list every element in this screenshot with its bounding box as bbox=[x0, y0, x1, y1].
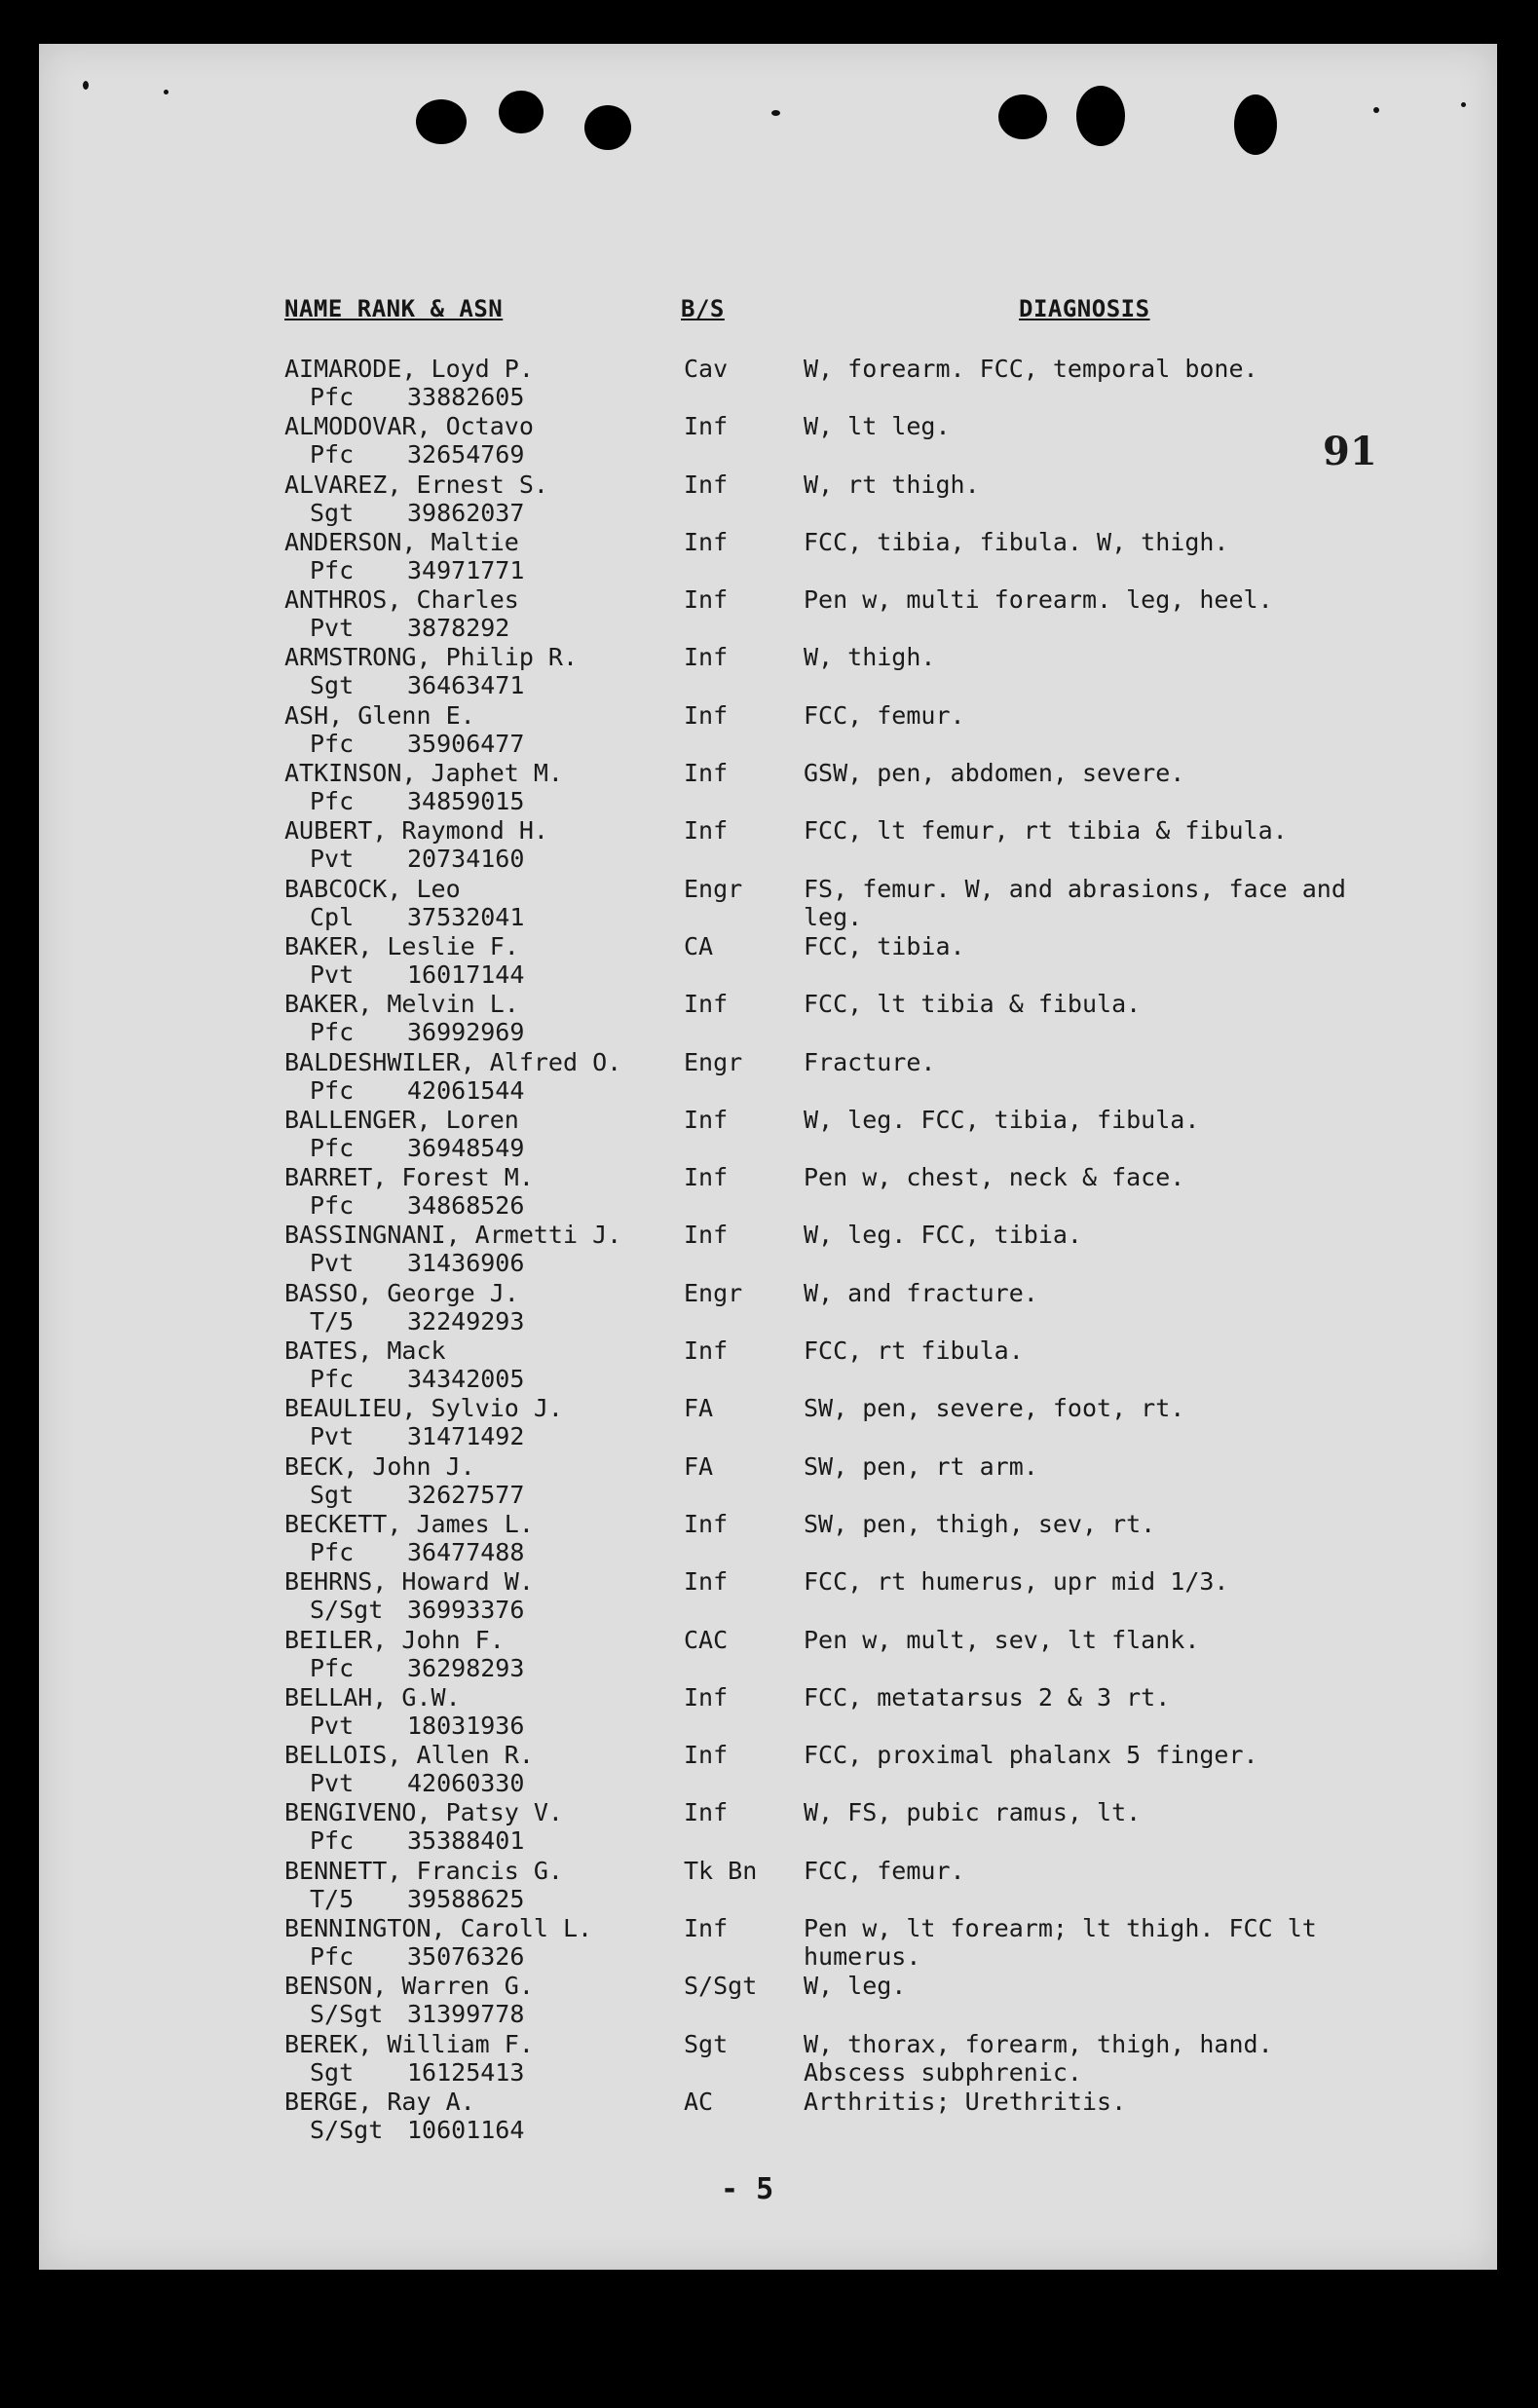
entry-branch-of-service: Inf bbox=[684, 700, 729, 730]
binder-hole bbox=[998, 94, 1047, 139]
entry-name: BENNINGTON, Caroll L. bbox=[284, 1914, 593, 1943]
list-item bbox=[0, 528, 1538, 585]
binder-hole bbox=[499, 91, 544, 133]
entry-rank: Pvt bbox=[310, 845, 355, 874]
page-number: - 5 bbox=[721, 2172, 774, 2206]
entry-rank: Cpl bbox=[310, 902, 355, 931]
list-item bbox=[0, 1683, 1538, 1741]
folio-number: 91 bbox=[1323, 429, 1377, 474]
entry-diagnosis: Pen w, chest, neck & face. bbox=[804, 1163, 1185, 1192]
entry-name: BATES, Mack bbox=[284, 1336, 446, 1366]
entry-diagnosis: FCC, lt femur, rt tibia & fibula. bbox=[804, 816, 1288, 846]
entry-asn: 34868526 bbox=[407, 1191, 525, 1221]
entry-diagnosis: Pen w, multi forearm. leg, heel. bbox=[804, 585, 1273, 615]
entry-branch-of-service: Inf bbox=[684, 1798, 729, 1827]
entry-asn: 36463471 bbox=[407, 671, 525, 700]
entry-diagnosis: FCC, tibia. bbox=[804, 931, 965, 960]
entry-name: BALDESHWILER, Alfred O. bbox=[284, 1047, 622, 1076]
entry-diagnosis: W, FS, pubic ramus, lt. bbox=[804, 1798, 1142, 1827]
entry-name: BENSON, Warren G. bbox=[284, 1972, 534, 2001]
entry-branch-of-service: Inf bbox=[684, 759, 729, 788]
entry-name: BARRET, Forest M. bbox=[284, 1163, 534, 1192]
list-item bbox=[0, 1972, 1538, 2029]
entry-diagnosis: GSW, pen, abdomen, severe. bbox=[804, 759, 1185, 788]
entry-name: BABCOCK, Leo bbox=[284, 874, 461, 903]
column-header-name-rank-asn: NAME RANK & ASN bbox=[284, 295, 504, 322]
entry-branch-of-service: Inf bbox=[684, 1221, 729, 1250]
entry-rank: Pfc bbox=[310, 440, 355, 470]
entry-rank: Pfc bbox=[310, 383, 355, 411]
entry-asn: 35076326 bbox=[407, 1942, 525, 1972]
entry-branch-of-service: Inf bbox=[684, 527, 729, 556]
entry-branch-of-service: Inf bbox=[684, 1914, 729, 1943]
column-header-bs: B/S bbox=[681, 295, 725, 322]
binder-hole bbox=[416, 99, 467, 144]
entry-name: BAKER, Melvin L. bbox=[284, 990, 519, 1019]
entry-asn: 16017144 bbox=[407, 959, 525, 989]
entry-asn: 36992969 bbox=[407, 1018, 525, 1047]
list-item bbox=[0, 1914, 1538, 1972]
list-item bbox=[0, 1221, 1538, 1278]
entry-branch-of-service: Sgt bbox=[684, 2029, 729, 2058]
entry-rank: Pfc bbox=[310, 1537, 355, 1566]
entry-diagnosis: FCC, rt fibula. bbox=[804, 1336, 1024, 1366]
entry-diagnosis: W, leg. FCC, tibia. bbox=[804, 1221, 1082, 1250]
entry-asn: 32627577 bbox=[407, 1480, 525, 1509]
entry-branch-of-service: Engr bbox=[684, 1047, 743, 1076]
entry-name: BECKETT, James L. bbox=[284, 1509, 534, 1538]
list-item bbox=[0, 585, 1538, 643]
list-item bbox=[0, 1336, 1538, 1394]
list-item bbox=[0, 1626, 1538, 1683]
entry-asn: 34971771 bbox=[407, 555, 525, 584]
binder-hole bbox=[1076, 86, 1125, 146]
entry-rank: Pfc bbox=[310, 1653, 355, 1682]
entry-name: BENNETT, Francis G. bbox=[284, 1856, 563, 1885]
entry-diagnosis: FCC, femur. bbox=[804, 1856, 965, 1885]
entry-name: BECK, John J. bbox=[284, 1451, 475, 1481]
list-item bbox=[0, 1798, 1538, 1856]
entry-name: ATKINSON, Japhet M. bbox=[284, 759, 563, 788]
entry-name: BEILER, John F. bbox=[284, 1625, 505, 1654]
entry-name: BELLAH, G.W. bbox=[284, 1682, 461, 1712]
entry-name: ALMODOVAR, Octavo bbox=[284, 412, 534, 441]
list-item bbox=[0, 932, 1538, 990]
entry-branch-of-service: CAC bbox=[684, 1625, 729, 1654]
entry-name: ANTHROS, Charles bbox=[284, 585, 519, 615]
entry-asn: 35388401 bbox=[407, 1826, 525, 1856]
entry-rank: Sgt bbox=[310, 498, 355, 527]
binder-hole bbox=[1234, 94, 1277, 155]
entry-branch-of-service: Engr bbox=[684, 874, 743, 903]
list-item bbox=[0, 470, 1538, 528]
entry-diagnosis: Fracture. bbox=[804, 1047, 936, 1076]
entry-diagnosis: W, lt leg. bbox=[804, 412, 951, 441]
entry-asn: 42060330 bbox=[407, 1769, 525, 1798]
entry-rank: T/5 bbox=[310, 1306, 355, 1336]
entry-asn: 34859015 bbox=[407, 787, 525, 816]
list-item bbox=[0, 1048, 1538, 1106]
entry-branch-of-service: Engr bbox=[684, 1278, 743, 1307]
entry-diagnosis: FCC, metatarsus 2 & 3 rt. bbox=[804, 1682, 1171, 1712]
list-item bbox=[0, 759, 1538, 816]
entry-asn: 36298293 bbox=[407, 1653, 525, 1682]
speck bbox=[1373, 107, 1379, 113]
entry-asn: 18031936 bbox=[407, 1711, 525, 1740]
list-item bbox=[0, 1741, 1538, 1798]
entry-diagnosis: Arthritis; Urethritis. bbox=[804, 2087, 1127, 2116]
entry-name: BALLENGER, Loren bbox=[284, 1105, 519, 1134]
entry-branch-of-service: Cav bbox=[684, 355, 729, 383]
entry-branch-of-service: Inf bbox=[684, 1105, 729, 1134]
list-item bbox=[0, 816, 1538, 874]
entry-diagnosis: W, leg. FCC, tibia, fibula. bbox=[804, 1105, 1200, 1134]
list-item bbox=[0, 990, 1538, 1047]
entry-diagnosis: FCC, proximal phalanx 5 finger. bbox=[804, 1741, 1258, 1770]
entry-name: BASSO, George J. bbox=[284, 1278, 519, 1307]
entry-asn: 16125413 bbox=[407, 2057, 525, 2087]
binder-hole bbox=[584, 105, 631, 150]
entry-diagnosis: W, forearm. FCC, temporal bone. bbox=[804, 355, 1258, 383]
entry-rank: Pfc bbox=[310, 1365, 355, 1394]
entry-asn: 31471492 bbox=[407, 1422, 525, 1451]
entry-rank: Pfc bbox=[310, 1942, 355, 1972]
entry-branch-of-service: Inf bbox=[684, 990, 729, 1019]
entry-name: AIMARODE, Loyd P. bbox=[284, 355, 534, 383]
entry-branch-of-service: AC bbox=[684, 2087, 714, 2116]
entry-asn: 36993376 bbox=[407, 1596, 525, 1625]
entry-rank: Pfc bbox=[310, 555, 355, 584]
entry-branch-of-service: Inf bbox=[684, 1163, 729, 1192]
entry-diagnosis: Pen w, lt forearm; lt thigh. FCC lt humerus. bbox=[804, 1914, 1317, 1972]
entry-asn: 32654769 bbox=[407, 440, 525, 470]
entry-rank: Pvt bbox=[310, 1711, 355, 1740]
entry-branch-of-service: FA bbox=[684, 1394, 714, 1423]
list-item bbox=[0, 355, 1538, 412]
list-item bbox=[0, 1279, 1538, 1336]
entry-name: BAKER, Leslie F. bbox=[284, 931, 519, 960]
entry-name: BASSINGNANI, Armetti J. bbox=[284, 1221, 622, 1250]
entry-branch-of-service: S/Sgt bbox=[684, 1972, 758, 2001]
entry-rank: Pvt bbox=[310, 959, 355, 989]
list-item bbox=[0, 412, 1538, 470]
list-item bbox=[0, 1510, 1538, 1567]
entry-rank: T/5 bbox=[310, 1884, 355, 1913]
entry-asn: 36477488 bbox=[407, 1537, 525, 1566]
entry-diagnosis: SW, pen, severe, foot, rt. bbox=[804, 1394, 1185, 1423]
entry-diagnosis: W, thorax, forearm, thigh, hand. Abscess subphrenic. bbox=[804, 2029, 1273, 2087]
entry-branch-of-service: Inf bbox=[684, 470, 729, 499]
list-item bbox=[0, 1394, 1538, 1451]
entry-asn: 3878292 bbox=[407, 614, 510, 643]
list-item bbox=[0, 701, 1538, 759]
entry-branch-of-service: Inf bbox=[684, 412, 729, 441]
entry-diagnosis: FCC, lt tibia & fibula. bbox=[804, 990, 1142, 1019]
list-item bbox=[0, 1452, 1538, 1510]
entry-diagnosis: W, and fracture. bbox=[804, 1278, 1038, 1307]
entry-rank: Pvt bbox=[310, 614, 355, 643]
entry-asn: 35906477 bbox=[407, 729, 525, 758]
list-item bbox=[0, 2088, 1538, 2145]
entry-asn: 31399778 bbox=[407, 2000, 525, 2029]
entry-branch-of-service: Tk Bn bbox=[684, 1856, 758, 1885]
entry-name: ARMSTRONG, Philip R. bbox=[284, 643, 579, 672]
entry-name: BERGE, Ray A. bbox=[284, 2087, 475, 2116]
entry-name: BELLOIS, Allen R. bbox=[284, 1741, 534, 1770]
entry-rank: Sgt bbox=[310, 2057, 355, 2087]
speck bbox=[1461, 102, 1466, 107]
list-item bbox=[0, 643, 1538, 700]
entry-branch-of-service: Inf bbox=[684, 1567, 729, 1597]
entry-asn: 36948549 bbox=[407, 1133, 525, 1162]
entry-name: AUBERT, Raymond H. bbox=[284, 816, 548, 846]
entry-diagnosis: W, thigh. bbox=[804, 643, 936, 672]
entry-name: BENGIVENO, Patsy V. bbox=[284, 1798, 563, 1827]
entry-diagnosis: FCC, tibia, fibula. W, thigh. bbox=[804, 527, 1229, 556]
entry-name: BEHRNS, Howard W. bbox=[284, 1567, 534, 1597]
entry-asn: 39862037 bbox=[407, 498, 525, 527]
entry-asn: 31436906 bbox=[407, 1249, 525, 1278]
entry-branch-of-service: CA bbox=[684, 931, 714, 960]
casualty-list bbox=[0, 355, 1538, 2145]
entry-rank: Pvt bbox=[310, 1249, 355, 1278]
speck bbox=[164, 90, 169, 94]
entry-branch-of-service: Inf bbox=[684, 1741, 729, 1770]
entry-branch-of-service: FA bbox=[684, 1451, 714, 1481]
list-item bbox=[0, 1163, 1538, 1221]
entry-branch-of-service: Inf bbox=[684, 585, 729, 615]
entry-rank: Pfc bbox=[310, 1133, 355, 1162]
entry-asn: 10601164 bbox=[407, 2115, 525, 2144]
entry-asn: 20734160 bbox=[407, 845, 525, 874]
entry-diagnosis: SW, pen, rt arm. bbox=[804, 1451, 1038, 1481]
entry-rank: Pfc bbox=[310, 1191, 355, 1221]
list-item bbox=[0, 2030, 1538, 2088]
entry-rank: Pfc bbox=[310, 1075, 355, 1105]
entry-asn: 42061544 bbox=[407, 1075, 525, 1105]
entry-asn: 37532041 bbox=[407, 902, 525, 931]
entry-name: ALVAREZ, Ernest S. bbox=[284, 470, 548, 499]
entry-branch-of-service: Inf bbox=[684, 816, 729, 846]
entry-diagnosis: FS, femur. W, and abrasions, face and leg. bbox=[804, 874, 1346, 931]
entry-rank: S/Sgt bbox=[310, 2000, 384, 2029]
entry-diagnosis: FCC, rt humerus, upr mid 1/3. bbox=[804, 1567, 1229, 1597]
entry-asn: 34342005 bbox=[407, 1365, 525, 1394]
entry-branch-of-service: Inf bbox=[684, 643, 729, 672]
list-item bbox=[0, 1567, 1538, 1625]
entry-rank: Sgt bbox=[310, 1480, 355, 1509]
entry-rank: Pfc bbox=[310, 1826, 355, 1856]
entry-asn: 39588625 bbox=[407, 1884, 525, 1913]
entry-asn: 32249293 bbox=[407, 1306, 525, 1336]
list-item bbox=[0, 1106, 1538, 1163]
entry-rank: Pvt bbox=[310, 1422, 355, 1451]
entry-rank: Pvt bbox=[310, 1769, 355, 1798]
speck bbox=[83, 81, 89, 90]
entry-branch-of-service: Inf bbox=[684, 1509, 729, 1538]
entry-diagnosis: W, rt thigh. bbox=[804, 470, 980, 499]
list-item bbox=[0, 875, 1538, 932]
entry-branch-of-service: Inf bbox=[684, 1682, 729, 1712]
entry-diagnosis: SW, pen, thigh, sev, rt. bbox=[804, 1509, 1156, 1538]
entry-name: BEAULIEU, Sylvio J. bbox=[284, 1394, 563, 1423]
entry-rank: Pfc bbox=[310, 787, 355, 816]
entry-diagnosis: Pen w, mult, sev, lt flank. bbox=[804, 1625, 1200, 1654]
entry-diagnosis: W, leg. bbox=[804, 1972, 907, 2001]
entry-rank: Pfc bbox=[310, 1018, 355, 1047]
entry-rank: S/Sgt bbox=[310, 1596, 384, 1625]
entry-rank: Pfc bbox=[310, 729, 355, 758]
entry-rank: S/Sgt bbox=[310, 2115, 384, 2144]
entry-name: BEREK, William F. bbox=[284, 2029, 534, 2058]
entry-asn: 33882605 bbox=[407, 383, 525, 411]
entry-branch-of-service: Inf bbox=[684, 1336, 729, 1366]
speck bbox=[771, 110, 780, 116]
entry-rank: Sgt bbox=[310, 671, 355, 700]
column-header-diagnosis: DIAGNOSIS bbox=[1019, 295, 1150, 322]
list-item bbox=[0, 1857, 1538, 1914]
entry-name: ASH, Glenn E. bbox=[284, 700, 475, 730]
entry-diagnosis: FCC, femur. bbox=[804, 700, 965, 730]
entry-name: ANDERSON, Maltie bbox=[284, 527, 519, 556]
